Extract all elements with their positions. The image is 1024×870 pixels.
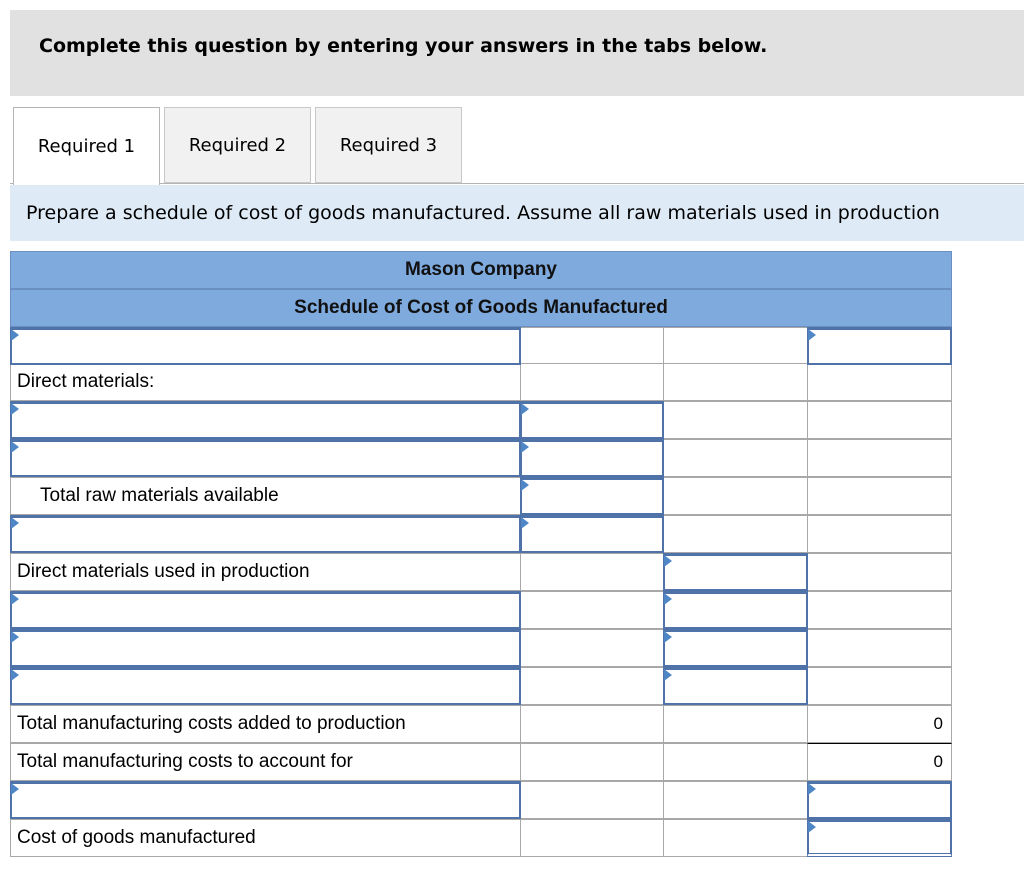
label-input[interactable] — [10, 327, 521, 365]
label-input[interactable] — [10, 591, 521, 629]
amount-input[interactable] — [520, 477, 664, 515]
tab-label: Required 2 — [188, 134, 287, 156]
amount-input[interactable] — [807, 781, 952, 819]
instruction-text: Prepare a schedule of cost of goods manufactured. Assume all raw materials used in production — [26, 202, 940, 224]
amount-input[interactable] — [663, 553, 808, 591]
empty-cell — [807, 667, 952, 705]
label-input[interactable] — [10, 629, 521, 667]
tab-required-2[interactable] — [164, 107, 311, 183]
table-row — [10, 819, 952, 857]
total-added-value: 0 — [933, 714, 943, 733]
label-cell — [10, 705, 521, 743]
amount-input[interactable] — [520, 515, 664, 553]
empty-cell — [520, 705, 664, 743]
label-cell — [10, 819, 521, 857]
label-input[interactable] — [10, 667, 521, 705]
company-name-header: Mason Company — [10, 251, 952, 289]
empty-cell — [807, 477, 952, 515]
empty-cell — [520, 781, 664, 819]
empty-cell — [520, 591, 664, 629]
empty-cell — [807, 591, 952, 629]
table-row — [10, 439, 952, 477]
table-row — [10, 591, 952, 629]
empty-cell — [807, 363, 952, 401]
empty-cell — [520, 363, 664, 401]
amount-input[interactable] — [663, 667, 808, 705]
tab-required-3[interactable] — [315, 107, 462, 183]
table-row — [10, 667, 952, 705]
label-cell — [10, 363, 521, 401]
tab-label: Required 1 — [37, 136, 136, 157]
label-cell — [10, 477, 521, 515]
total-added-cell — [807, 705, 952, 743]
cogm-label: Cost of goods manufactured — [17, 827, 256, 848]
table-row — [10, 553, 952, 591]
empty-cell — [663, 439, 808, 477]
banner-text: Complete this question by entering your answers in the tabs below. — [39, 35, 768, 57]
cogm-input[interactable] — [807, 819, 952, 857]
instructions-banner — [10, 10, 1024, 96]
empty-cell — [807, 553, 952, 591]
label-input[interactable] — [10, 515, 521, 553]
empty-cell — [663, 743, 808, 781]
empty-cell — [663, 515, 808, 553]
dm-used-label: Direct materials used in production — [17, 561, 310, 582]
table-row — [10, 477, 952, 515]
total-raw-materials-label: Total raw materials available — [40, 485, 279, 506]
table-row — [10, 781, 952, 819]
empty-cell — [520, 327, 664, 365]
empty-cell — [807, 515, 952, 553]
empty-cell — [663, 705, 808, 743]
label-cell — [10, 553, 521, 591]
empty-cell — [807, 629, 952, 667]
label-cell — [10, 743, 521, 781]
tabs-divider — [10, 183, 1024, 184]
total-account-value: 0 — [933, 752, 943, 771]
schedule-title-header: Schedule of Cost of Goods Manufactured — [10, 289, 952, 327]
amount-input[interactable] — [520, 439, 664, 477]
table-row — [10, 629, 952, 667]
amount-input[interactable] — [807, 327, 952, 365]
table-row — [10, 743, 952, 781]
empty-cell — [520, 667, 664, 705]
empty-cell — [663, 819, 808, 857]
table-row — [10, 705, 952, 743]
direct-materials-label: Direct materials: — [17, 371, 155, 392]
empty-cell — [807, 439, 952, 477]
label-input[interactable] — [10, 439, 521, 477]
empty-cell — [520, 553, 664, 591]
tab-label: Required 3 — [339, 134, 438, 156]
table-row — [10, 327, 952, 365]
label-input[interactable] — [10, 781, 521, 819]
empty-cell — [663, 781, 808, 819]
amount-input[interactable] — [663, 591, 808, 629]
amount-input[interactable] — [520, 401, 664, 439]
empty-cell — [663, 401, 808, 439]
tab-required-1[interactable] — [13, 107, 160, 185]
table-row — [10, 363, 952, 401]
table-row — [10, 401, 952, 439]
empty-cell — [663, 477, 808, 515]
total-added-label: Total manufacturing costs added to production — [17, 713, 406, 734]
empty-cell — [520, 743, 664, 781]
instruction-bar — [10, 185, 1024, 241]
amount-input[interactable] — [663, 629, 808, 667]
empty-cell — [807, 401, 952, 439]
total-account-label: Total manufacturing costs to account for — [17, 751, 353, 772]
empty-cell — [520, 629, 664, 667]
empty-cell — [663, 363, 808, 401]
label-input[interactable] — [10, 401, 521, 439]
empty-cell — [520, 819, 664, 857]
table-row — [10, 515, 952, 553]
total-account-cell — [807, 743, 952, 781]
empty-cell — [663, 327, 808, 365]
